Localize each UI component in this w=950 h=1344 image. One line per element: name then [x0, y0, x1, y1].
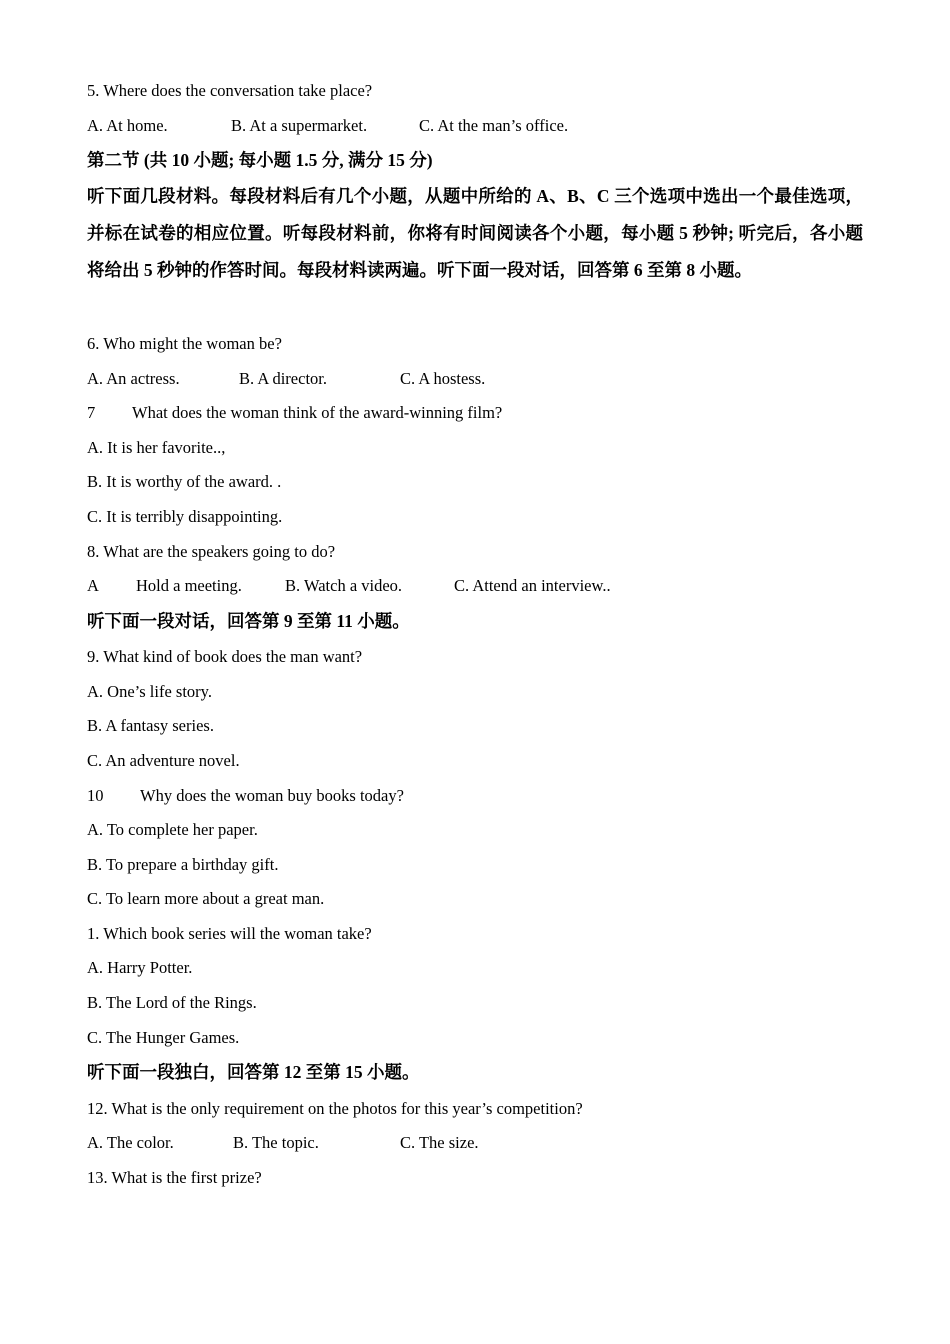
- option-a-letter: A: [87, 576, 99, 595]
- option-c: C. An adventure novel.: [87, 751, 240, 770]
- question-13: 13. What is the first prize?: [87, 1168, 262, 1187]
- option-b: B. It is worthy of the award. .: [87, 472, 282, 491]
- question-5: 5. Where does the conversation take place?: [87, 81, 373, 100]
- question-6-options: [87, 369, 787, 389]
- option-c: C. A hostess.: [400, 369, 486, 388]
- option-c: C. The Hunger Games.: [87, 1028, 240, 1047]
- question-12: 12. What is the only requirement on the photos for this year’s competition?: [87, 1099, 583, 1118]
- option-a: A. One’s life story.: [87, 682, 212, 701]
- question-8-options: [87, 576, 787, 596]
- question-6: 6. Who might the woman be?: [87, 334, 282, 353]
- option-a: A. At home.: [87, 116, 168, 135]
- question-7: [87, 403, 787, 423]
- option-c: C. At the man’s office.: [419, 116, 569, 135]
- question-12-options: [87, 1133, 787, 1153]
- option-a: A. It is her favorite..,: [87, 438, 226, 457]
- option-c: C. The size.: [400, 1133, 479, 1152]
- monologue-12-15-heading: 听下面一段独白，回答第 12 至第 15 小题。: [87, 1062, 420, 1082]
- option-a: Hold a meeting.: [136, 576, 242, 595]
- question-10: [87, 786, 787, 806]
- option-b: B. To prepare a birthday gift.: [87, 855, 279, 874]
- question-text: Why does the woman buy books today?: [140, 786, 404, 805]
- question-number: 10: [87, 786, 104, 805]
- question-text: What does the woman think of the award-winning film?: [132, 403, 503, 422]
- question-11: 1. Which book series will the woman take?: [87, 924, 372, 943]
- option-c: C. Attend an interview..: [454, 576, 611, 595]
- section-2-instructions: 听下面几段材料。每段材料后有几个小题，从题中所给的 A、B、C 三个选项中选出一个最佳选项，并标在试卷的相应位置。听每段材料前，你将有时间阅读各个小题，每小题 5 秒钟; 听完后，各小题将给出 5 秒钟的作答时间。每段材料读两遍。听下面一段对话，回答第 6 至第 8 小题。: [87, 186, 863, 280]
- option-c: C. It is terribly disappointing.: [87, 507, 283, 526]
- option-b: B. Watch a video.: [285, 576, 403, 595]
- option-b: B. At a supermarket.: [231, 116, 368, 135]
- option-b: B. A fantasy series.: [87, 716, 214, 735]
- question-number: 7: [87, 403, 96, 422]
- option-b: B. The Lord of the Rings.: [87, 993, 257, 1012]
- question-9: 9. What kind of book does the man want?: [87, 647, 363, 666]
- option-c: C. To learn more about a great man.: [87, 889, 325, 908]
- section-2-heading: 第二节 (共 10 小题; 每小题 1.5 分, 满分 15 分): [87, 150, 433, 170]
- dialogue-9-11-heading: 听下面一段对话，回答第 9 至第 11 小题。: [87, 611, 410, 631]
- option-a: A. An actress.: [87, 369, 180, 388]
- question-5-options: [87, 116, 787, 136]
- option-b: B. A director.: [239, 369, 327, 388]
- option-b: B. The topic.: [233, 1133, 319, 1152]
- question-8: 8. What are the speakers going to do?: [87, 542, 336, 561]
- option-a: A. To complete her paper.: [87, 820, 258, 839]
- option-a: A. The color.: [87, 1133, 174, 1152]
- option-a: A. Harry Potter.: [87, 958, 193, 977]
